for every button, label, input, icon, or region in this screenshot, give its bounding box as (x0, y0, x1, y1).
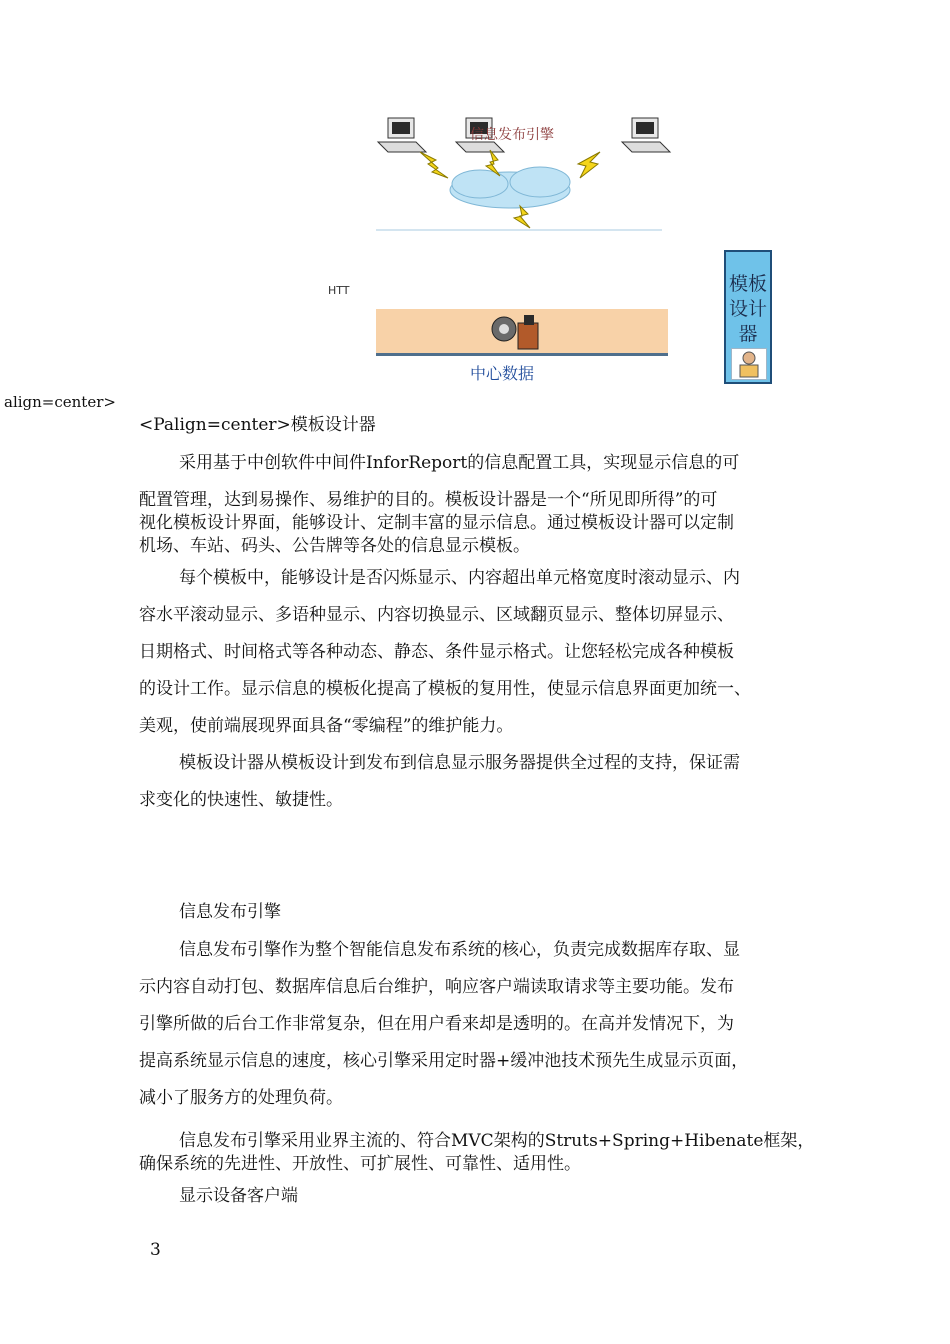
gear-icon (480, 311, 550, 351)
paragraph-line: 模板设计器从模板设计到发布到信息显示服务器提供全过程的支持，保证需 (179, 753, 740, 773)
paragraph-line: 引擎所做的后台工作非常复杂，但在用户看来却是透明的。在高并发情况下，为 (139, 1014, 734, 1034)
paragraph-line: 的设计工作。显示信息的模板化提高了模板的复用性，使显示信息界面更加统一、 (139, 679, 751, 699)
paragraph-line: 提高系统显示信息的速度，核心引擎采用定时器+缓冲池技术预先生成显示页面， (139, 1051, 749, 1071)
section-heading: 信息发布引擎 (179, 902, 281, 922)
engine-label: 信息发布引擎 (470, 127, 554, 143)
network-diagram (0, 0, 950, 410)
paragraph-line: 每个模板中，能够设计是否闪烁显示、内容超出单元格宽度时滚动显示、内 (179, 568, 740, 588)
computer-icon-right (622, 118, 670, 152)
http-fragment: HTT (328, 284, 350, 297)
center-data-bar (376, 309, 668, 356)
paragraph-line: 信息发布引擎作为整个智能信息发布系统的核心，负责完成数据库存取、显 (179, 940, 740, 960)
paragraph-line: 美观，使前端展现界面具备“零编程”的维护能力。 (139, 716, 514, 736)
paragraph-line: 信息发布引擎采用业界主流的、符合MVC架构的Struts+Spring+Hibenate框架， (179, 1131, 815, 1151)
person-icon (731, 348, 767, 380)
page-number: 3 (150, 1240, 161, 1260)
paragraph-line: 机场、车站、码头、公告牌等各处的信息显示模板。 (139, 536, 530, 556)
paragraph-line: 示内容自动打包、数据库信息后台维护，响应客户端读取请求等主要功能。发布 (139, 977, 734, 997)
center-data-label: 中心数据 (470, 364, 535, 383)
paragraph-line: 视化模板设计界面，能够设计、定制丰富的显示信息。通过模板设计器可以定制 (139, 513, 734, 533)
paragraph-line: 配置管理，达到易操作、易维护的目的。模板设计器是一个“所见即所得”的可 (139, 490, 718, 510)
cloud-icon (450, 167, 570, 208)
section-heading: 显示设备客户端 (179, 1186, 298, 1206)
paragraph-line: 采用基于中创软件中间件InforReport的信息配置工具，实现显示信息的可 (179, 453, 740, 473)
computer-icon-left (378, 118, 426, 152)
template-designer-box (724, 250, 772, 384)
paragraph-line: 日期格式、时间格式等各种动态、静态、条件显示格式。让您轻松完成各种模板 (139, 642, 734, 662)
paragraph-line: 求变化的快速性、敏捷性。 (139, 790, 343, 810)
paragraph-line: 减小了服务方的处理负荷。 (139, 1088, 343, 1108)
caption: <Palign=center>模板设计器 (139, 415, 376, 435)
align-fragment: align=center> (4, 393, 116, 411)
paragraph-line: 确保系统的先进性、开放性、可扩展性、可靠性、适用性。 (139, 1154, 581, 1174)
paragraph-line: 容水平滚动显示、多语种显示、内容切换显示、区域翻页显示、整体切屏显示、 (139, 605, 734, 625)
template-designer-label: 模板设计器 (728, 273, 767, 345)
